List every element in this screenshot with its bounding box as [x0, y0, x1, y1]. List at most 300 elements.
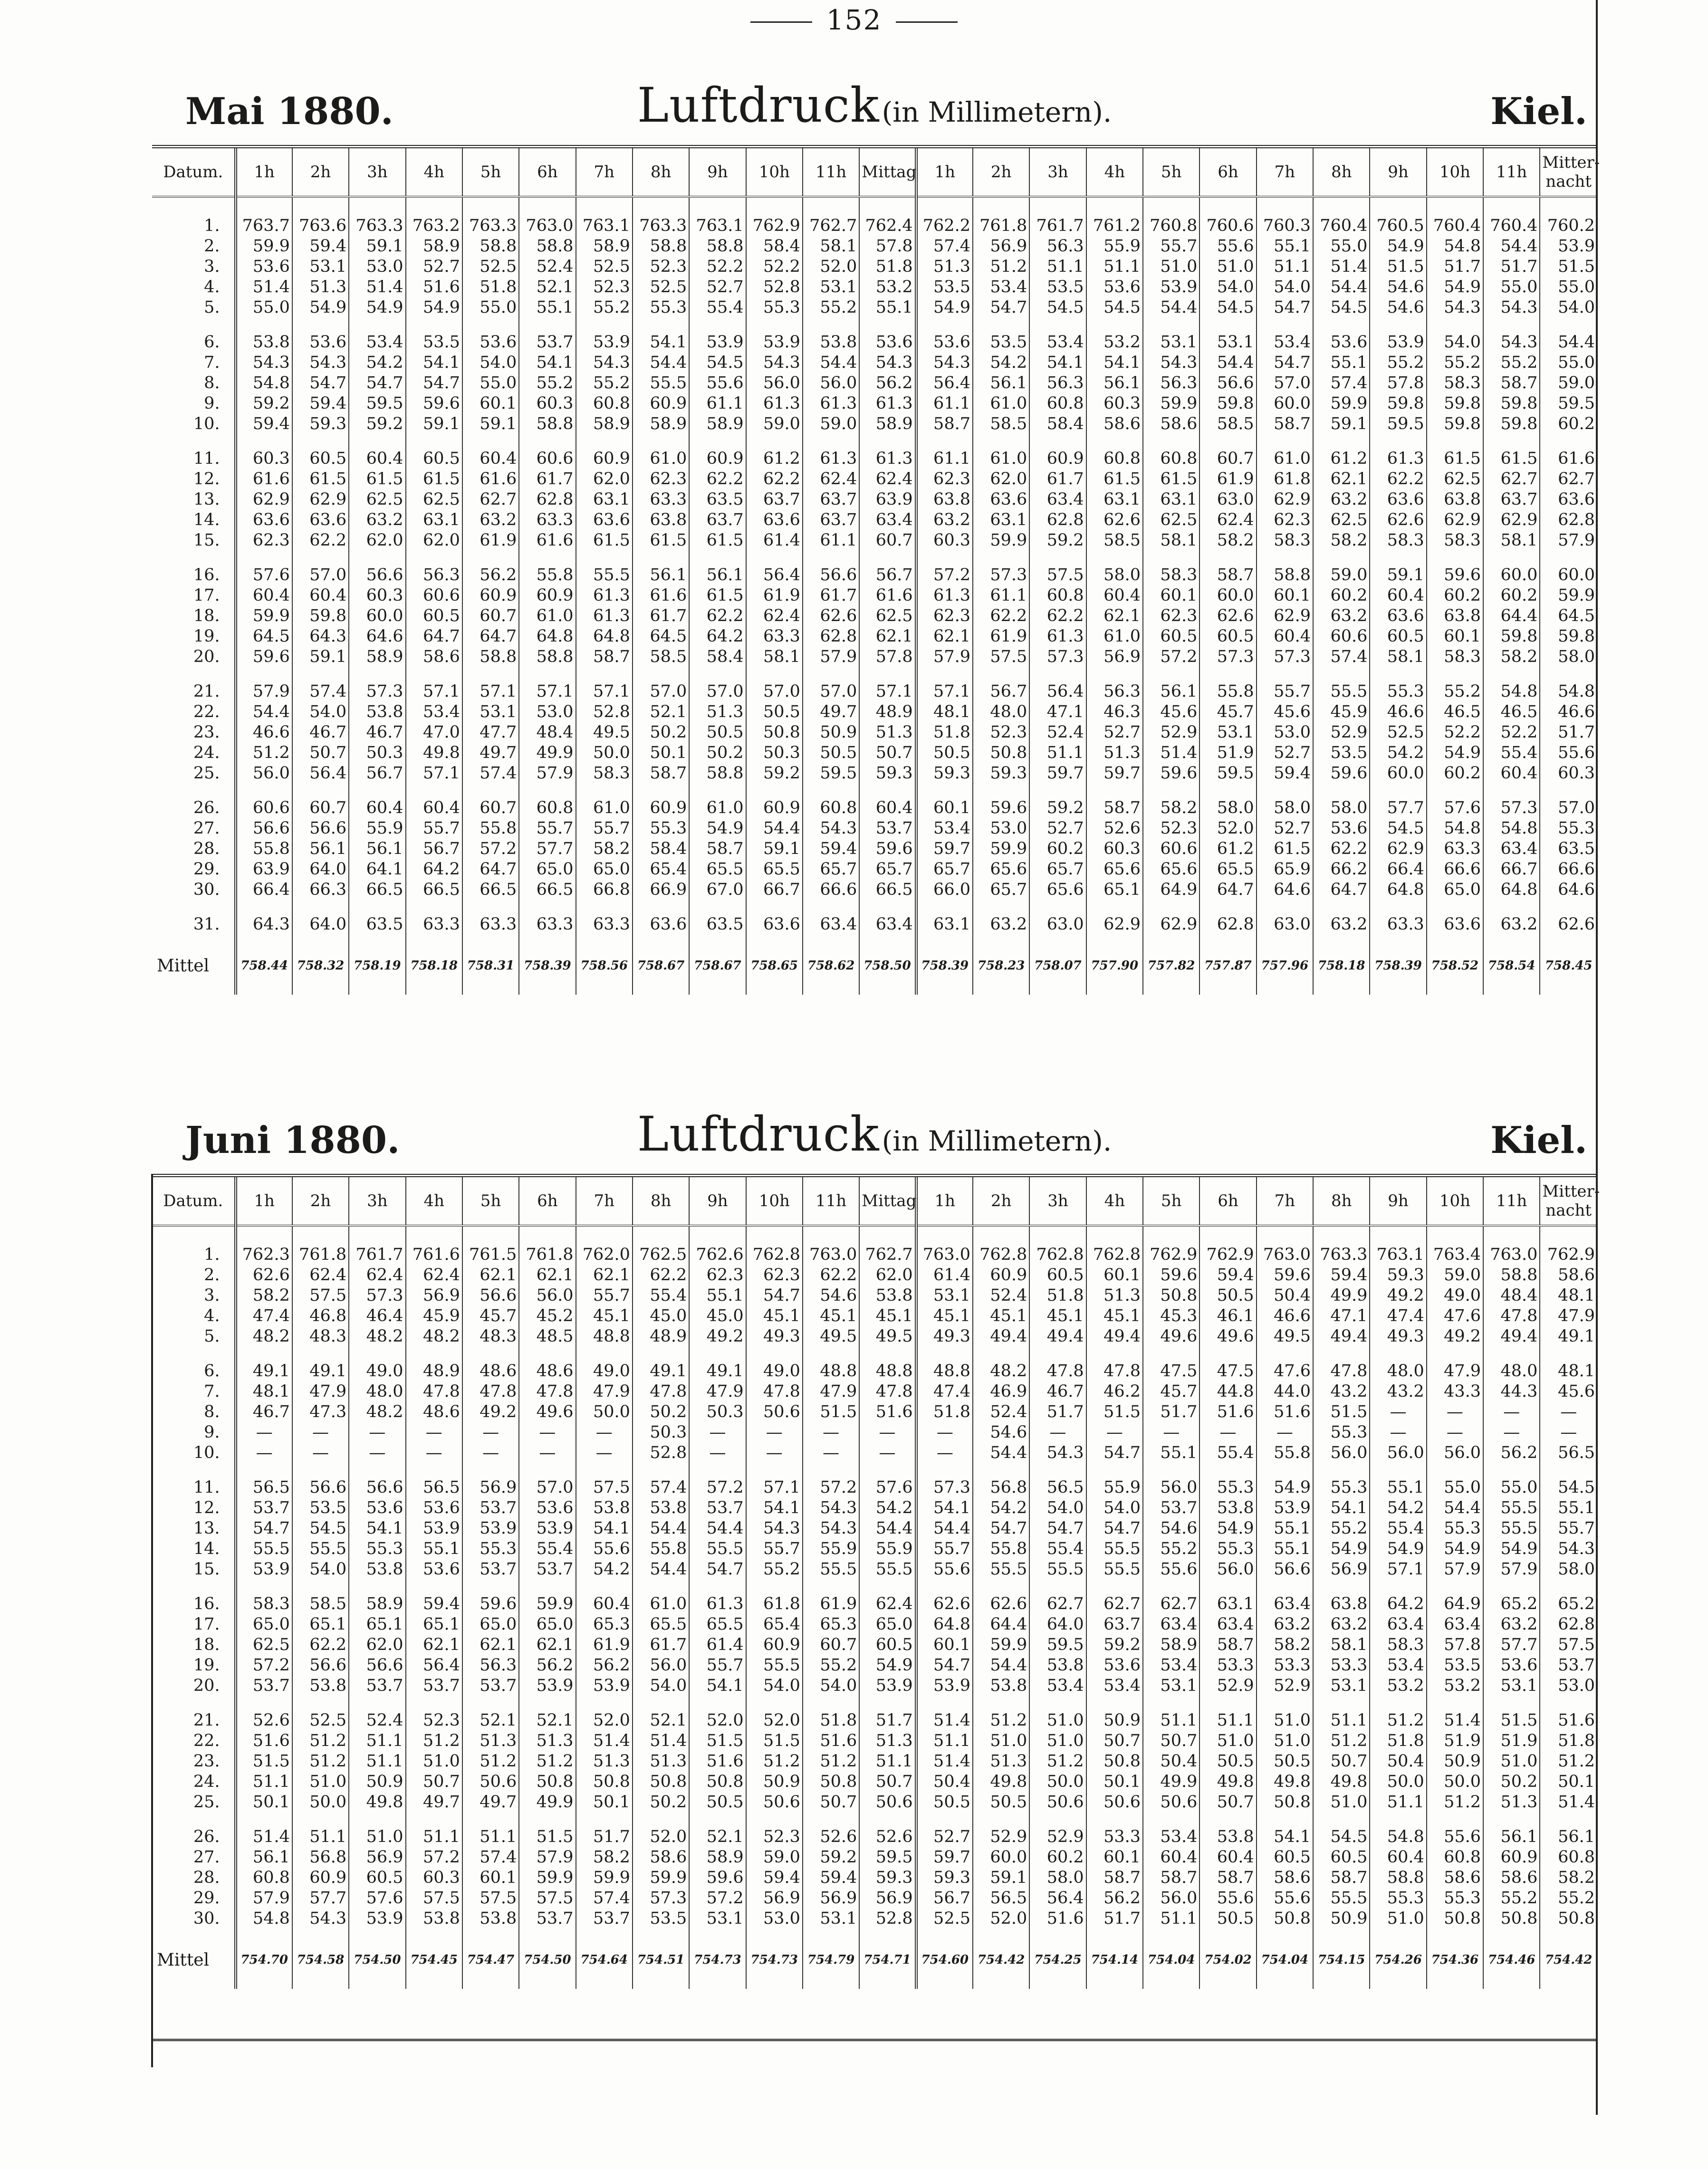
header-hour: 7h	[576, 147, 633, 197]
value-cell: 62.9	[292, 489, 349, 510]
value-cell: 50.8	[519, 1772, 576, 1792]
value-cell: 57.1	[1370, 1559, 1426, 1580]
value-cell: 55.2	[1143, 1539, 1199, 1559]
value-cell: 59.9	[1143, 393, 1199, 414]
value-cell: 51.9	[1427, 1731, 1483, 1751]
value-cell: 59.6	[1257, 1265, 1313, 1286]
table-row	[152, 1559, 1597, 1580]
value-cell: 60.1	[1086, 1847, 1143, 1868]
value-cell: 63.3	[1427, 839, 1483, 859]
value-cell: 60.5	[1143, 626, 1199, 647]
value-cell: 61.1	[916, 449, 973, 469]
value-cell: 66.5	[519, 880, 576, 900]
value-cell: 54.4	[973, 1655, 1029, 1676]
value-cell: 49.3	[1370, 1326, 1426, 1347]
value-cell: 50.3	[689, 1402, 746, 1422]
value-cell: 50.9	[1086, 1710, 1143, 1731]
value-cell: 58.6	[406, 647, 462, 667]
date-cell: 19.	[193, 1656, 220, 1675]
value-cell: 60.9	[1483, 1847, 1540, 1868]
header-hour: 8h	[633, 147, 689, 197]
value-cell: 60.4	[1483, 763, 1540, 784]
value-cell: 62.2	[1370, 469, 1426, 489]
table-row	[152, 1614, 1597, 1635]
table-row	[152, 1827, 1597, 1847]
value-cell: 51.1	[462, 1827, 519, 1847]
value-cell: 56.3	[462, 1655, 519, 1676]
value-cell: 55.5	[576, 565, 633, 585]
value-cell: 53.2	[1370, 1676, 1426, 1696]
value-cell: 58.9	[689, 414, 746, 434]
value-cell: 51.2	[1540, 1751, 1597, 1772]
value-cell: 63.7	[689, 510, 746, 530]
value-cell: 56.9	[406, 1286, 462, 1306]
value-cell: 55.0	[1540, 353, 1597, 373]
value-cell: 50.8	[1483, 1909, 1540, 1929]
value-cell: 54.3	[1483, 298, 1540, 318]
mean-row	[152, 949, 1597, 982]
value-cell: 53.6	[1483, 1655, 1540, 1676]
value-cell: 47.9	[1540, 1306, 1597, 1326]
value-cell: 59.0	[803, 414, 859, 434]
value-cell: 62.1	[462, 1265, 519, 1286]
value-cell: 60.4	[349, 798, 405, 818]
value-cell: 61.7	[1029, 469, 1086, 489]
value-cell: 54.3	[1483, 332, 1540, 353]
value-cell: 43.3	[1427, 1382, 1483, 1402]
value-cell: —	[1029, 1422, 1086, 1443]
value-cell: 60.5	[1313, 1847, 1370, 1868]
value-cell: 58.3	[1143, 565, 1199, 585]
value-cell: 762.9	[746, 216, 803, 236]
value-cell: 48.0	[349, 1382, 405, 1402]
mean-cell: 754.42	[973, 1943, 1029, 1977]
value-cell: 59.3	[1370, 1265, 1426, 1286]
value-cell: 56.1	[236, 1847, 292, 1868]
table-row	[152, 1245, 1597, 1265]
value-cell: 49.6	[1199, 1326, 1256, 1347]
value-cell: 51.5	[1086, 1402, 1143, 1422]
value-cell: 57.6	[236, 565, 292, 585]
value-cell: 45.0	[633, 1306, 689, 1326]
value-cell: 61.5	[1257, 839, 1313, 859]
value-cell: 57.9	[519, 763, 576, 784]
value-cell: 52.1	[689, 1827, 746, 1847]
value-cell: 58.9	[633, 414, 689, 434]
value-cell: 60.1	[916, 1635, 973, 1655]
value-cell: 52.2	[1427, 722, 1483, 743]
value-cell: 56.1	[973, 373, 1029, 393]
value-cell: 45.1	[576, 1306, 633, 1326]
value-cell: 57.5	[519, 1888, 576, 1909]
value-cell: 49.9	[1313, 1286, 1370, 1306]
value-cell: 54.2	[1370, 743, 1426, 763]
value-cell: 51.3	[519, 1731, 576, 1751]
table-row	[152, 702, 1597, 722]
value-cell: 59.7	[916, 1847, 973, 1868]
value-cell: 51.3	[633, 1751, 689, 1772]
value-cell: 47.8	[1313, 1361, 1370, 1382]
value-cell: 60.3	[1540, 763, 1597, 784]
header-hour: 8h	[1313, 147, 1370, 197]
value-cell: 48.1	[1540, 1286, 1597, 1306]
value-cell: 57.9	[1427, 1559, 1483, 1580]
date-cell: 22.	[193, 1731, 220, 1750]
value-cell: 65.1	[292, 1614, 349, 1635]
value-cell: 60.7	[803, 1635, 859, 1655]
value-cell: 58.0	[1029, 1868, 1086, 1888]
value-cell: 56.5	[1540, 1443, 1597, 1463]
value-cell: 61.1	[973, 585, 1029, 606]
header-hour: 3h	[349, 1176, 405, 1226]
value-cell: 53.8	[349, 1559, 405, 1580]
value-cell: 46.6	[236, 722, 292, 743]
value-cell: 61.0	[973, 449, 1029, 469]
value-cell: 55.1	[1257, 1518, 1313, 1539]
value-cell: 760.4	[1313, 216, 1370, 236]
value-cell: —	[1199, 1422, 1256, 1443]
value-cell: 60.3	[519, 393, 576, 414]
value-cell: 58.7	[1257, 414, 1313, 434]
value-cell: 59.6	[406, 393, 462, 414]
value-cell: 51.0	[1143, 257, 1199, 277]
value-cell: 53.0	[1257, 722, 1313, 743]
value-cell: 50.8	[1540, 1909, 1597, 1929]
value-cell: 57.8	[859, 647, 916, 667]
header-hour: 3h	[349, 147, 405, 197]
header-hour: Mittag	[859, 1176, 916, 1226]
value-cell: 49.8	[349, 1792, 405, 1813]
value-cell: 763.3	[1313, 1245, 1370, 1265]
value-cell: 62.1	[859, 626, 916, 647]
value-cell: 63.3	[576, 914, 633, 935]
value-cell: 51.4	[916, 1710, 973, 1731]
value-cell: 53.4	[1143, 1655, 1199, 1676]
value-cell: 763.0	[1257, 1245, 1313, 1265]
value-cell: 56.9	[1313, 1559, 1370, 1580]
value-cell: 63.7	[1483, 489, 1540, 510]
value-cell: 63.4	[1427, 1614, 1483, 1635]
header-hour: 9h	[1370, 1176, 1426, 1226]
value-cell: 55.3	[1199, 1539, 1256, 1559]
table-row	[152, 530, 1597, 551]
table-row	[152, 1478, 1597, 1498]
value-cell: 63.3	[462, 914, 519, 935]
value-cell: 51.1	[1313, 1710, 1370, 1731]
value-cell: 53.5	[1029, 277, 1086, 298]
value-cell: 65.6	[973, 859, 1029, 880]
value-cell: 56.1	[1540, 1827, 1597, 1847]
header-hour: 7h	[1257, 147, 1313, 197]
value-cell: 50.1	[633, 743, 689, 763]
value-cell: 53.3	[1199, 1655, 1256, 1676]
value-cell: 51.6	[859, 1402, 916, 1422]
value-cell: —	[859, 1422, 916, 1443]
value-cell: 60.7	[859, 530, 916, 551]
date-cell: 28.	[193, 1868, 220, 1887]
value-cell: 60.8	[576, 393, 633, 414]
value-cell: 62.2	[973, 606, 1029, 626]
value-cell: 51.2	[292, 1731, 349, 1751]
value-cell: 61.7	[803, 585, 859, 606]
value-cell: 62.7	[462, 489, 519, 510]
value-cell: 62.8	[1029, 510, 1086, 530]
value-cell: 51.2	[1313, 1731, 1370, 1751]
value-cell: 48.8	[916, 1361, 973, 1382]
value-cell: 54.2	[1370, 1498, 1426, 1518]
date-cell: 19.	[193, 627, 220, 646]
value-cell: 55.6	[689, 373, 746, 393]
value-cell: 61.9	[576, 1635, 633, 1655]
value-cell: 63.8	[1427, 489, 1483, 510]
value-cell: 57.5	[1540, 1635, 1597, 1655]
value-cell: 58.0	[1540, 647, 1597, 667]
value-cell: 56.9	[349, 1847, 405, 1868]
value-cell: 51.4	[1143, 743, 1199, 763]
value-cell: 62.0	[859, 1265, 916, 1286]
value-cell: 59.5	[803, 763, 859, 784]
date-cell: 5.	[204, 298, 220, 317]
value-cell: 63.4	[859, 510, 916, 530]
value-cell: 57.1	[916, 681, 973, 702]
value-cell: 62.1	[916, 626, 973, 647]
value-cell: 56.7	[406, 839, 462, 859]
value-cell: 53.1	[803, 1909, 859, 1929]
value-cell: 54.8	[236, 1909, 292, 1929]
value-cell: 53.7	[349, 1676, 405, 1696]
value-cell: 53.6	[292, 332, 349, 353]
value-cell: 59.3	[973, 763, 1029, 784]
value-cell: 62.8	[1199, 914, 1256, 935]
value-cell: 63.6	[746, 510, 803, 530]
value-cell: 762.4	[859, 216, 916, 236]
value-cell: 65.7	[916, 859, 973, 880]
value-cell: 58.7	[576, 647, 633, 667]
value-cell: 59.8	[1483, 414, 1540, 434]
value-cell: 56.7	[349, 763, 405, 784]
mean-cell: 754.26	[1370, 1943, 1426, 1977]
value-cell: 55.7	[916, 1539, 973, 1559]
value-cell: 56.6	[349, 1655, 405, 1676]
value-cell: 53.9	[576, 332, 633, 353]
value-cell: 63.2	[1483, 914, 1540, 935]
value-cell: 54.7	[1086, 1518, 1143, 1539]
value-cell: 65.4	[633, 859, 689, 880]
value-cell: 60.3	[406, 1868, 462, 1888]
value-cell: 62.9	[236, 489, 292, 510]
value-cell: 55.5	[1483, 1518, 1540, 1539]
value-cell: 58.9	[349, 647, 405, 667]
value-cell: 56.7	[916, 1888, 973, 1909]
value-cell: 56.3	[406, 565, 462, 585]
header-hour: 11h	[803, 1176, 859, 1226]
header-hour: 6h	[1199, 147, 1256, 197]
value-cell: 65.0	[519, 1614, 576, 1635]
value-cell: 59.4	[292, 236, 349, 257]
value-cell: 54.9	[1370, 236, 1426, 257]
value-cell: 49.9	[519, 743, 576, 763]
mean-label: Mittel	[157, 956, 210, 976]
value-cell: 50.7	[406, 1772, 462, 1792]
value-cell: 54.3	[803, 1518, 859, 1539]
value-cell: 54.0	[462, 353, 519, 373]
date-cell: 11.	[193, 449, 220, 468]
value-cell: 49.2	[1370, 1286, 1426, 1306]
value-cell: 56.8	[292, 1847, 349, 1868]
value-cell: 761.2	[1086, 216, 1143, 236]
value-cell: 53.1	[1143, 1676, 1199, 1696]
value-cell: 52.0	[576, 1710, 633, 1731]
value-cell: —	[519, 1443, 576, 1463]
header-hour: 7h	[1257, 1176, 1313, 1226]
table-row	[152, 332, 1597, 353]
value-cell: 760.2	[1540, 216, 1597, 236]
value-cell: 55.8	[462, 818, 519, 839]
value-cell: 51.0	[1370, 1909, 1426, 1929]
value-cell: 54.9	[1199, 1518, 1256, 1539]
value-cell: 49.7	[803, 702, 859, 722]
value-cell: 59.4	[1313, 1265, 1370, 1286]
mean-cell: 754.79	[803, 1943, 859, 1977]
value-cell: 60.9	[746, 798, 803, 818]
value-cell: 55.2	[1540, 1888, 1597, 1909]
table-row	[152, 449, 1597, 469]
value-cell: 50.8	[1257, 1909, 1313, 1929]
value-cell: 65.7	[803, 859, 859, 880]
value-cell: 56.3	[1029, 236, 1086, 257]
value-cell: 57.9	[236, 1888, 292, 1909]
value-cell: 62.4	[746, 606, 803, 626]
mean-cell: 754.50	[349, 1943, 405, 1977]
value-cell: 65.1	[406, 1614, 462, 1635]
value-cell: 53.7	[236, 1498, 292, 1518]
table-row	[152, 1361, 1597, 1382]
value-cell: 51.6	[1257, 1402, 1313, 1422]
value-cell: 62.2	[746, 469, 803, 489]
value-cell: 62.3	[916, 469, 973, 489]
value-cell: 63.5	[689, 914, 746, 935]
value-cell: 61.1	[916, 393, 973, 414]
value-cell: 59.0	[1427, 1265, 1483, 1286]
value-cell: 53.6	[519, 1498, 576, 1518]
value-cell: 57.9	[1540, 530, 1597, 551]
value-cell: 55.0	[1483, 277, 1540, 298]
value-cell: 62.6	[1086, 510, 1143, 530]
value-cell: 763.1	[576, 216, 633, 236]
month-title: Mai 1880.	[185, 90, 393, 133]
value-cell: 55.2	[1483, 1888, 1540, 1909]
date-cell: 30.	[193, 1909, 220, 1928]
value-cell: 55.2	[746, 1559, 803, 1580]
value-cell: 63.2	[349, 510, 405, 530]
value-cell: 57.9	[519, 1847, 576, 1868]
value-cell: 60.6	[519, 449, 576, 469]
value-cell: 56.1	[633, 565, 689, 585]
value-cell: 62.2	[803, 1265, 859, 1286]
value-cell: 57.2	[916, 565, 973, 585]
value-cell: 58.9	[859, 414, 916, 434]
value-cell: 55.2	[519, 373, 576, 393]
value-cell: 60.9	[519, 585, 576, 606]
value-cell: 55.5	[1313, 1888, 1370, 1909]
value-cell: 51.1	[1143, 1909, 1199, 1929]
value-cell: 55.5	[1029, 1559, 1086, 1580]
value-cell: 55.2	[1483, 353, 1540, 373]
value-cell: 51.1	[1257, 257, 1313, 277]
value-cell: 58.8	[462, 647, 519, 667]
value-cell: 60.4	[1143, 1847, 1199, 1868]
value-cell: 54.0	[292, 1559, 349, 1580]
value-cell: 66.7	[1483, 859, 1540, 880]
value-cell: 58.4	[689, 647, 746, 667]
value-cell: 62.6	[1540, 914, 1597, 935]
value-cell: 55.2	[1427, 353, 1483, 373]
value-cell: 57.6	[859, 1478, 916, 1498]
value-cell: 59.6	[1427, 565, 1483, 585]
value-cell: 63.2	[1313, 489, 1370, 510]
value-cell: 62.8	[519, 489, 576, 510]
value-cell: 55.7	[576, 818, 633, 839]
value-cell: 63.2	[1313, 606, 1370, 626]
value-cell: 63.8	[1427, 606, 1483, 626]
date-cell: 10.	[193, 1443, 220, 1462]
value-cell: —	[689, 1443, 746, 1463]
value-cell: 52.8	[746, 277, 803, 298]
value-cell: 53.6	[1086, 1655, 1143, 1676]
value-cell: 762.8	[973, 1245, 1029, 1265]
date-cell: 2.	[204, 1266, 220, 1285]
value-cell: 53.9	[689, 332, 746, 353]
value-cell: 44.0	[1257, 1382, 1313, 1402]
value-cell: 53.9	[406, 1518, 462, 1539]
table-row	[152, 277, 1597, 298]
value-cell: 61.4	[689, 1635, 746, 1655]
value-cell: 61.6	[633, 585, 689, 606]
value-cell: 62.1	[406, 1635, 462, 1655]
mean-cell: 754.47	[462, 1943, 519, 1977]
table-row	[152, 818, 1597, 839]
value-cell: 48.2	[349, 1326, 405, 1347]
value-cell: 58.7	[1143, 1868, 1199, 1888]
value-cell: 59.0	[746, 1847, 803, 1868]
value-cell: 64.7	[462, 626, 519, 647]
value-cell: 49.4	[1029, 1326, 1086, 1347]
place-name: Kiel.	[1490, 90, 1587, 133]
value-cell: 64.5	[633, 626, 689, 647]
value-cell: 61.0	[633, 1594, 689, 1614]
value-cell: 49.1	[292, 1361, 349, 1382]
value-cell: 57.3	[1199, 647, 1256, 667]
value-cell: 64.9	[1427, 1594, 1483, 1614]
value-cell: 54.3	[1143, 353, 1199, 373]
value-cell: 58.1	[1483, 530, 1540, 551]
value-cell: 62.9	[1427, 510, 1483, 530]
value-cell: 58.9	[576, 236, 633, 257]
table-row	[152, 236, 1597, 257]
value-cell: 56.2	[1086, 1888, 1143, 1909]
value-cell: 48.1	[1540, 1361, 1597, 1382]
value-cell: 62.4	[292, 1265, 349, 1286]
value-cell: 62.8	[1540, 510, 1597, 530]
value-cell: 55.7	[1540, 1518, 1597, 1539]
mean-cell: 754.36	[1427, 1943, 1483, 1977]
value-cell: 51.4	[633, 1731, 689, 1751]
value-cell: 58.3	[1427, 530, 1483, 551]
table-row	[152, 1635, 1597, 1655]
value-cell: 63.2	[1483, 1614, 1540, 1635]
value-cell: 49.8	[973, 1772, 1029, 1792]
value-cell: 59.9	[576, 1868, 633, 1888]
